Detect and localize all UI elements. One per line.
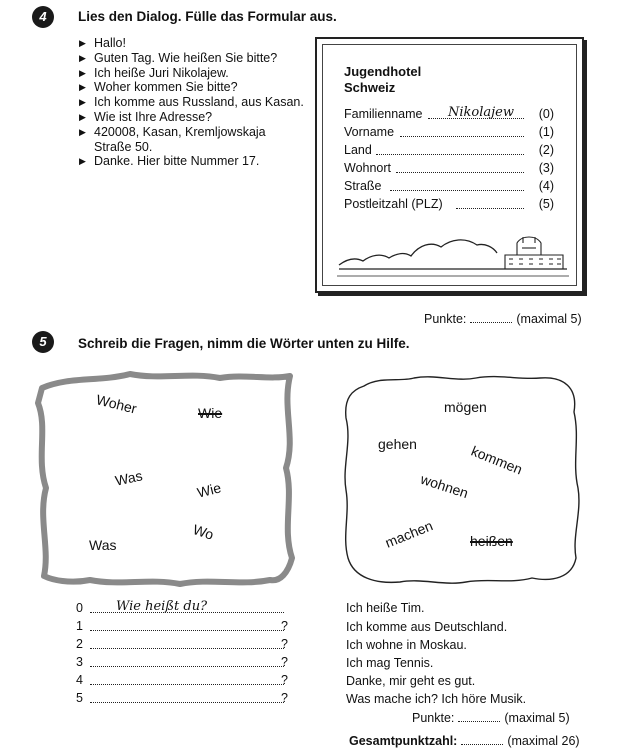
row-number: 4 [76,673,83,687]
dialog-line: ▶ Danke. Hier bitte Nummer 17. [79,154,319,169]
field-number: (5) [538,197,554,211]
hotel-name-line2: Schweiz [344,80,396,95]
form-field-wohnort [344,159,554,175]
form-field-vorname [344,123,554,139]
score-max: (maximal 5) [504,711,570,725]
field-number: (3) [538,161,554,175]
form-field-land [344,141,554,157]
question-word-struck: Wie [198,405,223,421]
score-max: (maximal 5) [516,312,582,326]
dialog-line: ▶ Wie ist Ihre Adresse? [79,110,319,125]
question-input-line[interactable] [90,666,284,667]
row-number: 5 [76,691,83,705]
question-mark: ? [281,655,288,669]
castle-drawing [505,237,563,269]
field-input-line[interactable] [390,190,524,191]
form-field-familienname [344,105,554,121]
field-label: Familienname [344,107,423,121]
question-word: Was [113,467,144,489]
question-row-2 [76,635,296,651]
score-label: Punkte: [412,711,455,725]
question-row-5 [76,689,296,705]
question-row-1 [76,617,296,633]
verb-word: kommen [468,442,525,478]
form-field-plz [344,195,554,211]
field-input-line[interactable] [396,172,524,173]
field-label: Land [344,143,372,157]
field-input-line[interactable] [456,208,524,209]
hotel-form-frame [315,37,584,293]
dialog-line: Straße 50. [94,139,153,154]
answer-5: Was mache ich? Ich höre Musik. [346,692,527,706]
field-number: (0) [538,107,554,121]
field-label: Vorname [344,125,395,139]
answer-0: Ich heiße Tim. [346,601,425,615]
hotel-name-line1: Jugendhotel [344,64,422,79]
field-input-line[interactable] [376,154,524,155]
question-word: Wie [195,479,223,501]
field-number: (2) [538,143,554,157]
row-number: 0 [76,601,83,615]
total-score-max: (maximal 26) [507,734,580,748]
task-4-score [424,312,582,326]
dialog-line: ▶ Ich komme aus Russland, aus Kasan. [79,95,319,110]
verb-word-struck: heißen [470,533,513,549]
answer-1: Ich komme aus Deutschland. [346,620,508,634]
question-mark: ? [281,637,288,651]
total-score-label: Gesamtpunktzahl: [349,734,458,748]
question-input-line[interactable] [90,702,284,703]
verb-word: gehen [378,436,417,452]
answer-4: Danke, mir geht es gut. [346,674,476,688]
total-score [349,734,580,748]
answer-3: Ich mag Tennis. [346,656,434,670]
field-label: Straße [344,179,382,193]
landscape-illustration [337,231,569,281]
question-words-patch [30,368,300,590]
verb-word: wohnen [418,470,471,502]
dialog-line: ▶ 420008, Kasan, Kremljowskaja [79,125,319,140]
verb-word: machen [382,517,435,551]
score-label: Punkte: [424,312,467,326]
question-word: Wo [191,521,216,543]
question-input-line[interactable] [90,684,284,685]
hotel-form-fields [344,105,554,225]
hotel-form-title [344,64,421,96]
field-input-line[interactable] [400,136,524,137]
field-number: (1) [538,125,554,139]
question-mark: ? [281,691,288,705]
task-4-heading: Lies den Dialog. Fülle das Formular aus. [78,9,337,24]
question-row-4 [76,671,296,687]
dialog-line: ▶ Hallo! [79,36,319,51]
row-number: 1 [76,619,83,633]
field-label: Wohnort [344,161,392,175]
total-score-input-line[interactable] [461,744,503,745]
question-row-3 [76,653,296,669]
task-5-heading: Schreib die Fragen, nimm die Wörter unten zu Hilfe. [78,336,410,351]
question-input-line[interactable] [90,648,284,649]
row-number: 2 [76,637,83,651]
field-number: (4) [538,179,554,193]
question-mark: ? [281,619,288,633]
task-5-score [412,711,570,725]
dialog-line: ▶ Ich heiße Juri Nikolajew. [79,66,319,81]
question-row-0 [76,599,296,615]
question-word: Woher [94,391,139,417]
answer-2: Ich wohne in Moskau. [346,638,467,652]
score-input-line[interactable] [458,721,500,722]
task-5-number-badge: 5 [32,331,54,353]
form-field-strasse [344,177,554,193]
question-input-line[interactable] [90,630,284,631]
dialog-list [79,36,319,169]
field-filled-value: Nikolajew [448,105,514,120]
field-label: Postleitzahl (PLZ) [344,197,443,211]
task-4-number-badge: 4 [32,6,54,28]
example-question: Wie heißt du? [116,599,208,614]
question-word: Was [89,537,117,553]
dialog-line: ▶ Woher kommen Sie bitte? [79,80,319,95]
score-input-line[interactable] [470,322,512,323]
question-mark: ? [281,673,288,687]
row-number: 3 [76,655,83,669]
verb-word: mögen [444,399,487,415]
dialog-line: ▶ Guten Tag. Wie heißen Sie bitte? [79,51,319,66]
